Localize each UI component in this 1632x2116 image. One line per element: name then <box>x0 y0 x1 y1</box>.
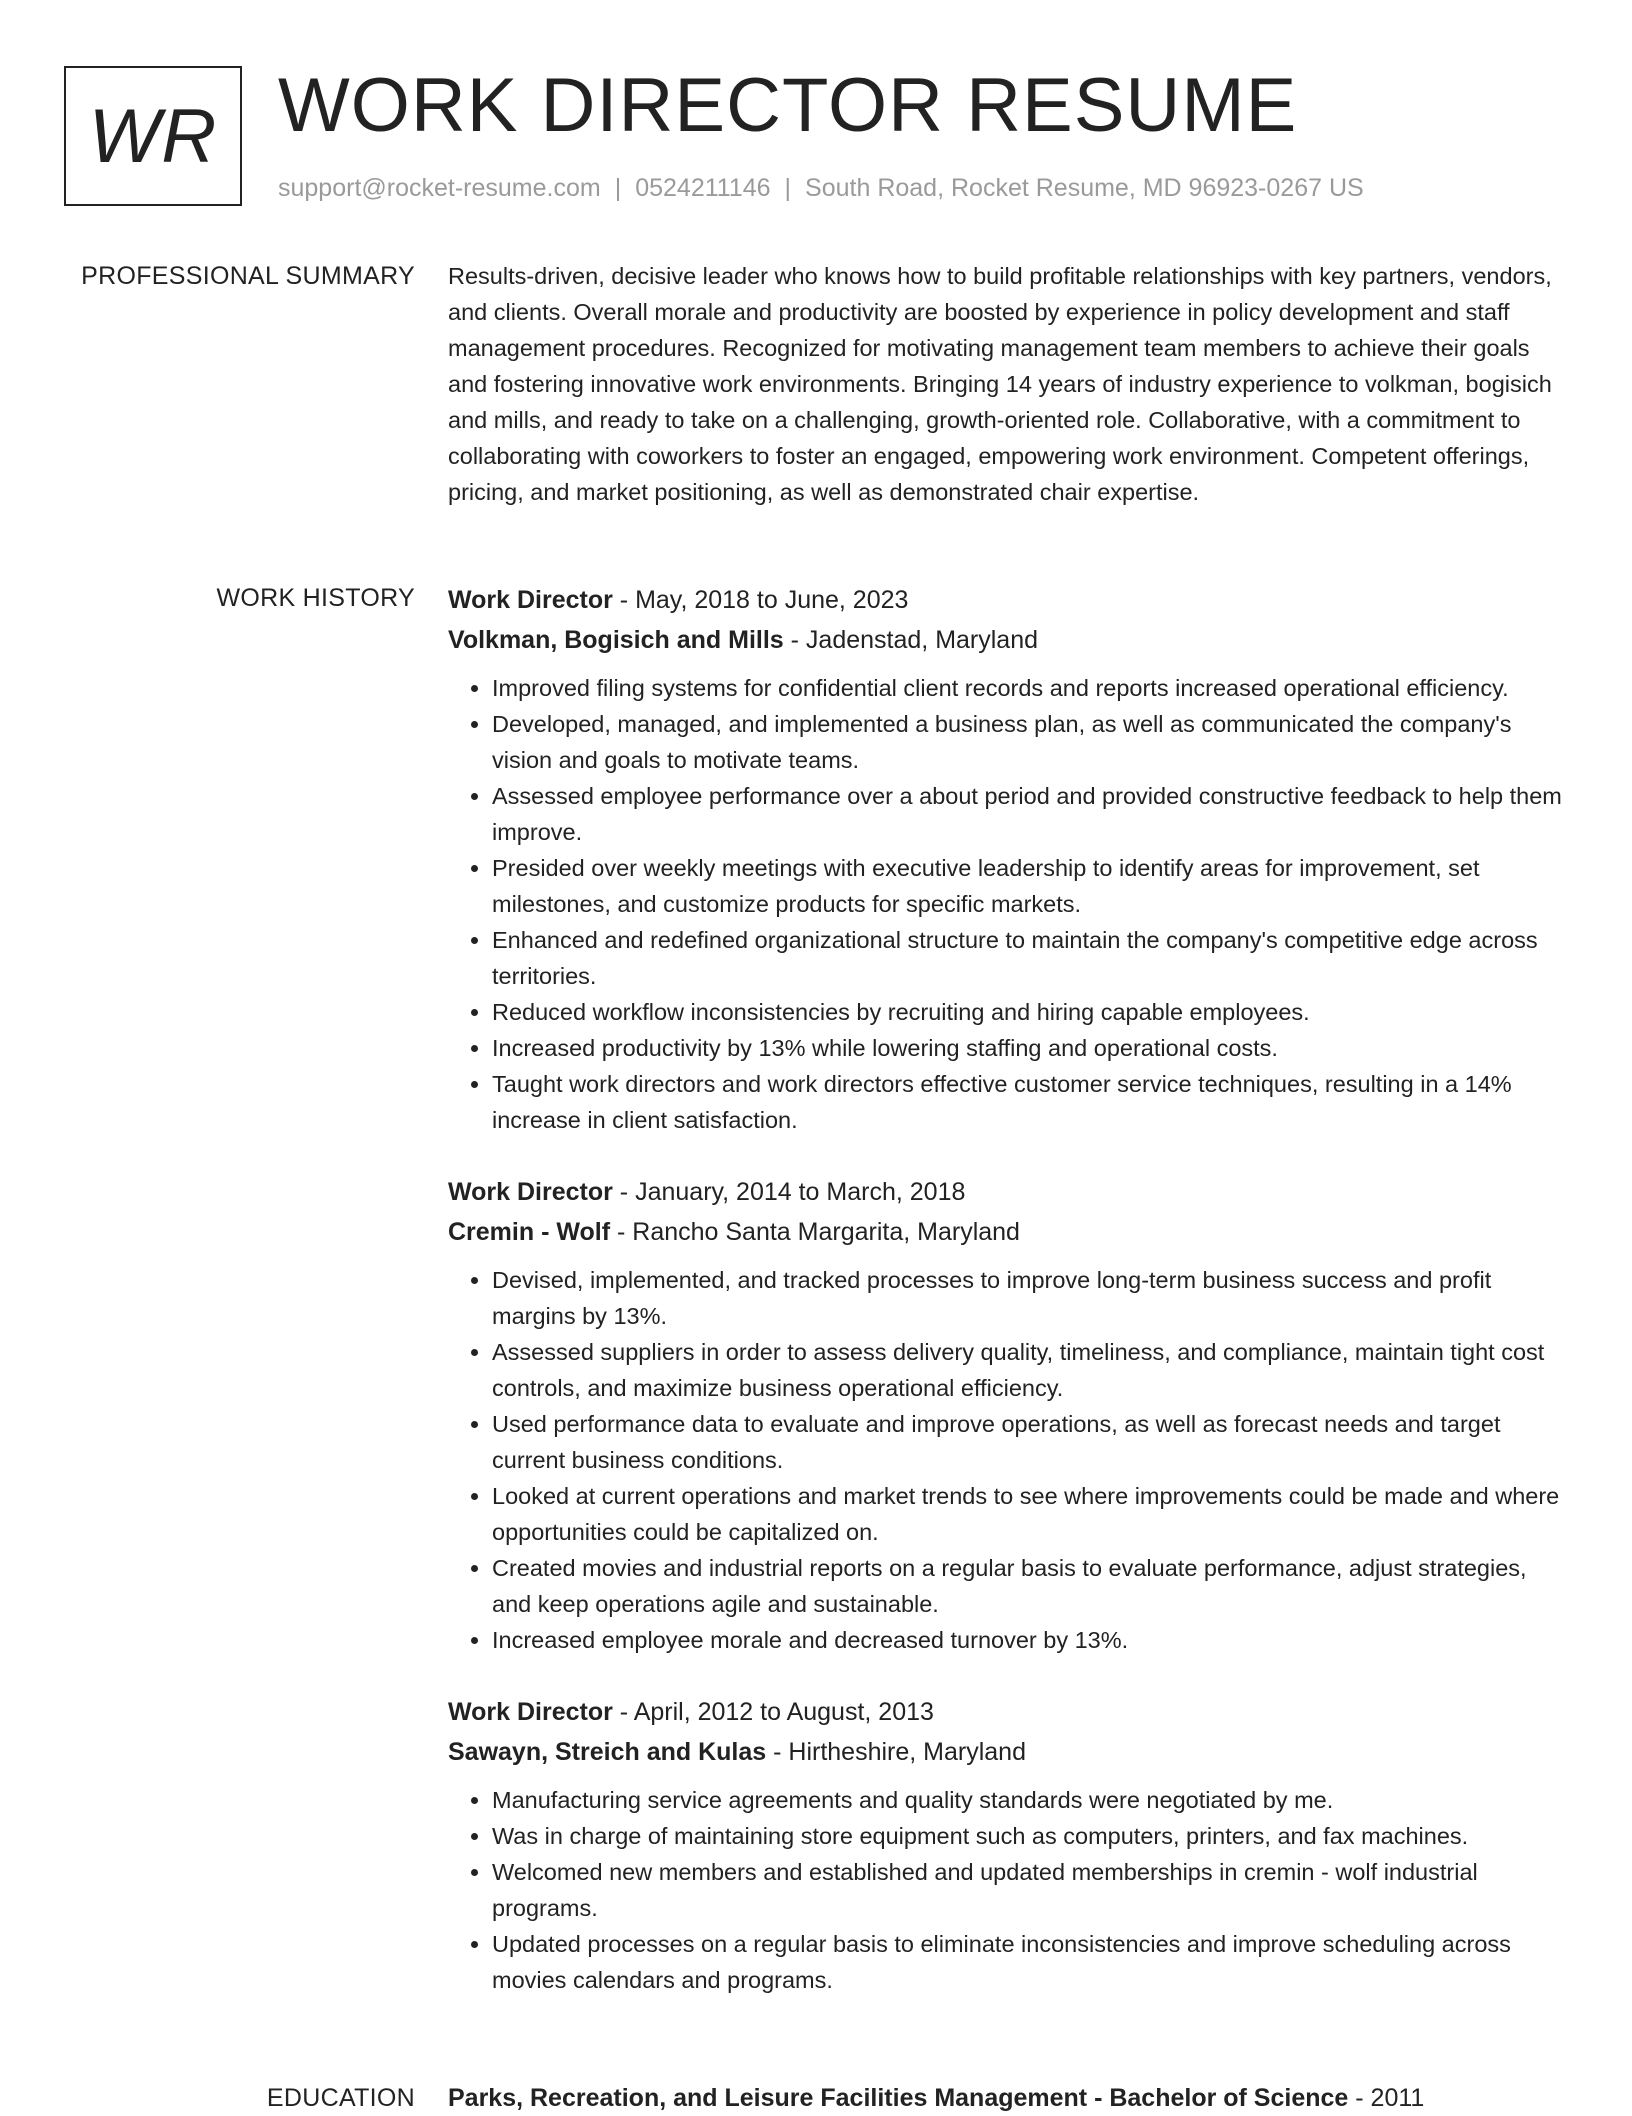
section-label-education: EDUCATION <box>266 2084 415 2112</box>
job-entry <box>448 580 1568 1138</box>
job-bullet: • Looked at current operations and market trends to see where improvements could be made and where opportunities could be capitalized on. <box>492 1478 1568 1550</box>
job-bullet: • Devised, implemented, and tracked processes to improve long-term business success and profit margins by 13%. <box>492 1262 1568 1334</box>
job-title-line <box>448 1692 1568 1732</box>
resume-header <box>64 63 1564 216</box>
job-bullet: • Increased employee morale and decreased turnover by 13%. <box>492 1622 1568 1658</box>
contact-email: support@rocket-resume.com <box>278 174 601 202</box>
job-dates: - May, 2018 to June, 2023 <box>612 586 909 614</box>
education-degree: Parks, Recreation, and Leisure Facilities Management - Bachelor of Science <box>448 2084 1349 2112</box>
job-bullet: • Updated processes on a regular basis to eliminate inconsistencies and improve scheduling across movies calendars and programs. <box>492 1926 1568 1998</box>
job-bullet: • Increased productivity by 13% while lowering staffing and operational costs. <box>492 1030 1568 1066</box>
job-title: Work Director <box>448 1178 613 1206</box>
job-bullet: • Reduced workflow inconsistencies by recruiting and hiring capable employees. <box>492 994 1568 1030</box>
contact-phone: 0524211146 <box>635 174 771 202</box>
job-company-line <box>448 1212 1568 1252</box>
job-bullets <box>448 670 1568 1138</box>
job-bullet: • Presided over weekly meetings with executive leadership to identify areas for improvement, set milestones, and customize products for specific markets. <box>492 850 1568 922</box>
resume-title: WORK DIRECTOR RESUME <box>278 63 1298 148</box>
job-location: - Rancho Santa Margarita, Maryland <box>610 1218 1020 1246</box>
job-bullet: • Improved filing systems for confidential client records and reports increased operational efficiency. <box>492 670 1568 706</box>
section-label-work-history: WORK HISTORY <box>216 584 415 612</box>
contact-separator: | <box>614 174 622 202</box>
summary-body <box>448 258 1568 510</box>
work-history-body <box>448 580 1568 2032</box>
job-bullet: • Assessed suppliers in order to assess delivery quality, timeliness, and compliance, maintain tight cost controls, and maximize business operational efficiency. <box>492 1334 1568 1406</box>
job-entry <box>448 1692 1568 1998</box>
job-bullet: • Enhanced and redefined organizational structure to maintain the company's competitive edge across territories. <box>492 922 1568 994</box>
contact-address: South Road, Rocket Resume, MD 96923-0267 US <box>805 174 1364 202</box>
job-bullet: • Assessed employee performance over a about period and provided constructive feedback to help them improve. <box>492 778 1568 850</box>
job-dates: - April, 2012 to August, 2013 <box>612 1698 934 1726</box>
job-company: Cremin - Wolf <box>448 1218 611 1246</box>
job-title: Work Director <box>448 586 613 614</box>
job-location: - Jadenstad, Maryland <box>783 626 1039 654</box>
job-dates: - January, 2014 to March, 2018 <box>612 1178 966 1206</box>
job-bullets <box>448 1782 1568 1998</box>
education-line <box>448 2080 1568 2116</box>
job-bullets <box>448 1262 1568 1658</box>
job-bullet: • Was in charge of maintaining store equipment such as computers, printers, and fax machines. <box>492 1818 1568 1854</box>
job-company-line <box>448 1732 1568 1772</box>
job-bullet: • Manufacturing service agreements and quality standards were negotiated by me. <box>492 1782 1568 1818</box>
job-title: Work Director <box>448 1698 613 1726</box>
contact-line <box>278 174 1364 203</box>
section-label-summary: PROFESSIONAL SUMMARY <box>81 262 415 290</box>
job-entry <box>448 1172 1568 1658</box>
job-title-line <box>448 580 1568 620</box>
job-bullet: • Developed, managed, and implemented a business plan, as well as communicated the company's vision and goals to motivate teams. <box>492 706 1568 778</box>
monogram-badge: WR <box>64 66 242 206</box>
job-company: Sawayn, Streich and Kulas <box>448 1738 767 1766</box>
job-title-line <box>448 1172 1568 1212</box>
job-bullet: • Created movies and industrial reports on a regular basis to evaluate performance, adjust strategies, and keep operations agile and sustainable. <box>492 1550 1568 1622</box>
job-company-line <box>448 620 1568 660</box>
education-year: - 2011 <box>1348 2084 1425 2112</box>
education-body <box>448 2080 1568 2116</box>
job-bullet: • Used performance data to evaluate and improve operations, as well as forecast needs and target current business conditions. <box>492 1406 1568 1478</box>
job-location: - Hirtheshire, Maryland <box>766 1738 1026 1766</box>
summary-text: Results-driven, decisive leader who knows how to build profitable relationships with key partners, vendors, and clients. Overall morale and productivity are boosted by experience in policy development and staff management procedures. Recognized for motivating management team members to achieve their goals and fostering innovative work environments. Bringing 14 years of industry experience to volkman, bogisich and mills, and ready to take on a challenging, growth-oriented role. Collaborative, with a commitment to collaborating with coworkers to foster an engaged, empowering work environment. Competent offerings, pricing, and market positioning, as well as demonstrated chair expertise. <box>448 263 1552 505</box>
contact-separator: | <box>784 174 792 202</box>
job-bullet: • Welcomed new members and established and updated memberships in cremin - wolf industrial programs. <box>492 1854 1568 1926</box>
job-company: Volkman, Bogisich and Mills <box>448 626 784 654</box>
job-bullet: • Taught work directors and work directors effective customer service techniques, resulting in a 14% increase in client satisfaction. <box>492 1066 1568 1138</box>
